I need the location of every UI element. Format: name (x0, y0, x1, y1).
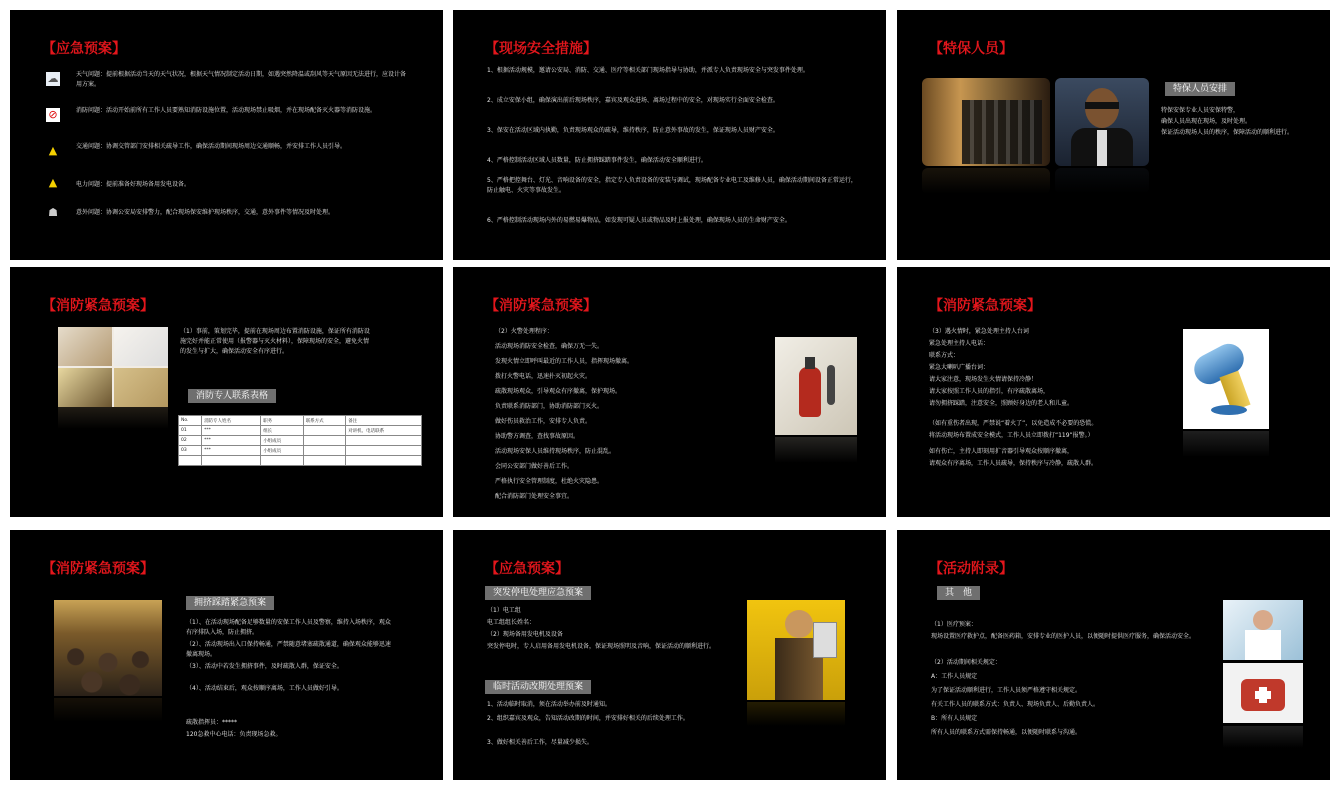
cell: *** (202, 426, 261, 436)
table-row (179, 426, 422, 436)
electrician-photo (747, 600, 845, 700)
text-line: 1、活动临时取消，须在活动举办前及时通知。 (487, 701, 611, 708)
cell (303, 426, 346, 436)
paragraph: 1、根据活动规模，邀请公安局、消防、交通、医疗等相关部门现场指导与协助，并派专人负责现场安全与突发事件处理。 (487, 67, 809, 74)
fire-extinguisher-photo (775, 337, 857, 435)
cell: *** (202, 446, 261, 456)
slide-title: 【应急预案】 (485, 561, 569, 577)
section-label: 特保人员安排 (1165, 82, 1235, 96)
header-cell: 备注 (346, 416, 422, 426)
crowd-icon: ☗ (48, 206, 58, 219)
section-label: 消防专人联系表格 (188, 389, 276, 403)
slide-title: 【活动附录】 (929, 561, 1013, 577)
slide-fire-plan-3[interactable] (897, 267, 1330, 517)
cell (303, 436, 346, 446)
cell: 02 (179, 436, 202, 446)
weather-icon: ☁ (47, 72, 59, 85)
text-line: 请大家按照工作人员的指引，有序疏散离场， (929, 388, 1050, 395)
text-line: 紧急大喇叭广播台词： (929, 364, 990, 371)
first-aid-kit-photo (1223, 663, 1303, 723)
text-line: 现场设置医疗救护点，配备医药箱，安排专业的医护人员，以便随时提供医疗服务，确保活动安全。 (931, 633, 1196, 640)
text-line: 突发停电时，专人启用备用发电机设备，保证现场照明及音响，保证活动的顺利进行。 (487, 643, 716, 650)
bodyguard-portrait (1055, 78, 1149, 166)
slide-special-guards[interactable] (897, 10, 1330, 260)
text-line: 电工组组长姓名： (487, 619, 536, 626)
slide-title: 【应急预案】 (42, 41, 126, 57)
microphone-photo (1183, 329, 1269, 429)
header-cell: 联系方式 (303, 416, 346, 426)
cell: 对讲机、电话联系 (346, 426, 422, 436)
cell (346, 436, 422, 446)
table-row (179, 446, 422, 456)
text-line: 做好伤员救治工作，安排专人负责。 (495, 418, 592, 425)
text-line: 保证活动现场人员的秩序，保障活动的顺利进行。 (1161, 129, 1294, 136)
cell (179, 456, 202, 466)
header-cell: 消防专人姓名 (202, 416, 261, 426)
slide-fire-plan-2[interactable] (453, 267, 886, 517)
text-line: 疏散现场观众，引导观众有序撤离，保护现场。 (495, 388, 622, 395)
text-line: （如有重伤者出现，严禁说“着火了”，以免造成不必要的恐慌。 (929, 420, 1098, 427)
text-line: （4）、活动结束后，观众按顺序离场，工作人员做好引导。 (186, 685, 343, 692)
section-label: 拥挤踩踏紧急预案 (186, 596, 274, 610)
slide-title: 【消防紧急预案】 (929, 298, 1041, 314)
text-line: 为了保证活动顺利进行，工作人员须严格遵守相关规定。 (931, 687, 1082, 694)
slide-emergency-plan-2[interactable] (453, 530, 886, 780)
text-line: 拨打火警电话，迅速扑灭初起火灾。 (495, 373, 592, 380)
table-header (179, 416, 422, 426)
cell (202, 456, 261, 466)
bodyguards-photo (922, 78, 1050, 166)
cell: 小组成员 (261, 436, 304, 446)
text-line: A：工作人员规定 (931, 673, 978, 680)
paragraph: （1）事前，策划完毕，提前在现场周边布置消防设施，保证所有消防设施完好并能正常使用（报警器与灭火材料），保障现场的安全，避免火情的发生与扩大，确保活动安全有序进行。 (180, 328, 370, 355)
paragraph: 2、成立安保小组，确保演出前后现场秩序，嘉宾及观众进场、离场过程中的安全，对现场实行全面安全检查。 (487, 97, 779, 104)
text-line: 2、组织嘉宾及观众，告知活动改期的时间，并安排好相关的后续处理工作。 (487, 715, 689, 722)
list-item: 交通问题：协调交管部门安排相关疏导工作，确保活动期间现场周边交通顺畅，并安排工作人员引导。 (76, 143, 347, 150)
text-line: 会同公安部门做好善后工作。 (495, 463, 574, 470)
paragraph: 5、严格把控舞台、灯光、音响设备的安全，指定专人负责设备的安装与调试，现场配备专业电工及维修人员，确保活动期间设备正常运行，防止触电、火灾等事故发生。 (487, 177, 857, 194)
cell: *** (202, 436, 261, 446)
text-line: 配合消防部门处理安全事宜。 (495, 493, 574, 500)
slide-title: 【消防紧急预案】 (42, 298, 154, 314)
cell: 组长 (261, 426, 304, 436)
paragraph: 4、严格控制活动区域人员数量，防止拥挤踩踏事件发生，确保活动安全顺利进行。 (487, 157, 707, 164)
slide-fire-plan-4[interactable] (10, 530, 443, 780)
slide-emergency-plan[interactable] (10, 10, 443, 260)
text-line: （1）医疗预案： (931, 621, 977, 628)
text-line: 特保安保专业人员安保特警， (1161, 107, 1240, 114)
cell: 小组成员 (261, 446, 304, 456)
list-item: 意外问题：协调公安局安排警力，配合现场保安维护现场秩序，交通，意外事件等情况及时处理。 (76, 209, 335, 216)
text-line: （3）遇火情时，紧急处理主持人台词 (929, 328, 1029, 335)
text-line: （1）电工组 (487, 607, 521, 614)
text-line: 确保人员出现在现场，及时处理。 (1161, 118, 1252, 125)
paragraph: 6、严格控制活动现场内外的易燃易爆物品，如发现可疑人员或物品及时上报处理，确保现场人员的生命财产安全。 (487, 217, 791, 224)
text-line: 请大家注意，现场发生火情请保持冷静！ (929, 376, 1038, 383)
text-line: 将活动现场布置成安全模式，工作人员立即拨打“119”报警。） (929, 432, 1094, 439)
slide-title: 【现场安全措施】 (485, 41, 597, 57)
text-line: 发现火情立即呼叫最近的工作人员，指挥现场撤离。 (495, 358, 634, 365)
cell (303, 456, 346, 466)
nurse-photo (1223, 600, 1303, 660)
slide-appendix[interactable] (897, 530, 1330, 780)
text-line: 所有人员的联系方式需保持畅通，以便随时联系与沟通。 (931, 729, 1082, 736)
text-line: 紧急处理主持人电话： (929, 340, 990, 347)
list-item: 消防问题：活动开始前所有工作人员要熟知消防设施位置，活动现场禁止吸烟，并在现场配备灭火器等消防设施。 (76, 107, 377, 114)
text-line: 活动现场安保人员维持现场秩序，防止混乱。 (495, 448, 616, 455)
electric-warning-icon: ▲ (48, 176, 58, 189)
text-line: （1）、在活动现场配备足够数量的安保工作人员及警察，维持入场秩序，观众有序排队入场，防止拥挤。 (186, 619, 391, 636)
paragraph: 3、保安在活动区域内执勤，负责现场观众的疏导，维持秩序，防止意外事故的发生，保证现场人员财产安全。 (487, 127, 779, 134)
slide-title: 【消防紧急预案】 (485, 298, 597, 314)
text-line: 协助警方调查，查找事故原因。 (495, 433, 580, 440)
list-item: 电力问题：提前准备好现场备用发电设备。 (76, 181, 191, 188)
warning-icon: ▲ (48, 144, 58, 157)
text-line: 请勿拥挤踩踏，注意安全，照顾好身边的老人和儿童。 (929, 400, 1074, 407)
slide-fire-plan-1[interactable] (10, 267, 443, 517)
section-label: 其 他 (937, 586, 980, 600)
list-item: 天气问题：提前根据活动当天的天气状况，根据天气情况制定活动日期，如遇突然降温或刮风等天气原因无法进行，应设计备用方案。 (76, 71, 407, 88)
text-line: （2）、活动现场出入口保持畅通，严禁随意堵塞疏散通道，确保观众能够迅速撤离现场。 (186, 641, 391, 658)
tiles-photo (58, 327, 168, 407)
cell (346, 456, 422, 466)
no-smoking-icon: ⊘ (46, 108, 60, 122)
crowd-photo (54, 600, 162, 696)
text-line: 严格执行安全管理制度，杜绝火灾隐患。 (495, 478, 604, 485)
cell (261, 456, 304, 466)
cell (346, 446, 422, 456)
text-line: 疏散指挥员：***** (186, 719, 238, 726)
slide-title: 【特保人员】 (929, 41, 1013, 57)
table-row (179, 456, 422, 466)
text-line: 有关工作人员的联系方式：负责人、现场负责人、后勤负责人。 (931, 701, 1100, 708)
cell: 01 (179, 426, 202, 436)
section-label: 突发停电处理应急预案 (485, 586, 591, 600)
text-line: 联系方式： (929, 352, 960, 359)
text-line: （3）、活动中若发生拥挤事件，及时疏散人群，保证安全。 (186, 663, 343, 670)
text-line: 负责联系消防部门，协助消防部门灭火。 (495, 403, 604, 410)
text-line: （2）活动期间相关规定： (931, 659, 1001, 666)
table-row (179, 436, 422, 446)
text-line: 活动现场消防安全检查，确保万无一失。 (495, 343, 604, 350)
cell (303, 446, 346, 456)
contact-table (178, 415, 422, 466)
text-line: （2）现场备用发电机及设备 (487, 631, 563, 638)
slide-title: 【消防紧急预案】 (42, 561, 154, 577)
text-line: 3、做好相关善后工作，尽量减少损失。 (487, 739, 593, 746)
header-cell: 职务 (261, 416, 304, 426)
text-line: 120急救中心电话：负责现场急救。 (186, 731, 282, 738)
text-line: 如有伤亡，主持人即刻用扩音器引导观众按顺序撤离， (929, 448, 1074, 455)
cell: 03 (179, 446, 202, 456)
slide-safety-measures[interactable] (453, 10, 886, 260)
text-line: 请观众有序离场，工作人员疏导，保持秩序与冷静，疏散人群。 (929, 460, 1098, 467)
section-label: 临时活动改期处理预案 (485, 680, 591, 694)
text-line: （2）火警处理程序： (495, 328, 553, 335)
header-cell: No. (179, 416, 202, 426)
text-line: B：所有人员规定 (931, 715, 978, 722)
